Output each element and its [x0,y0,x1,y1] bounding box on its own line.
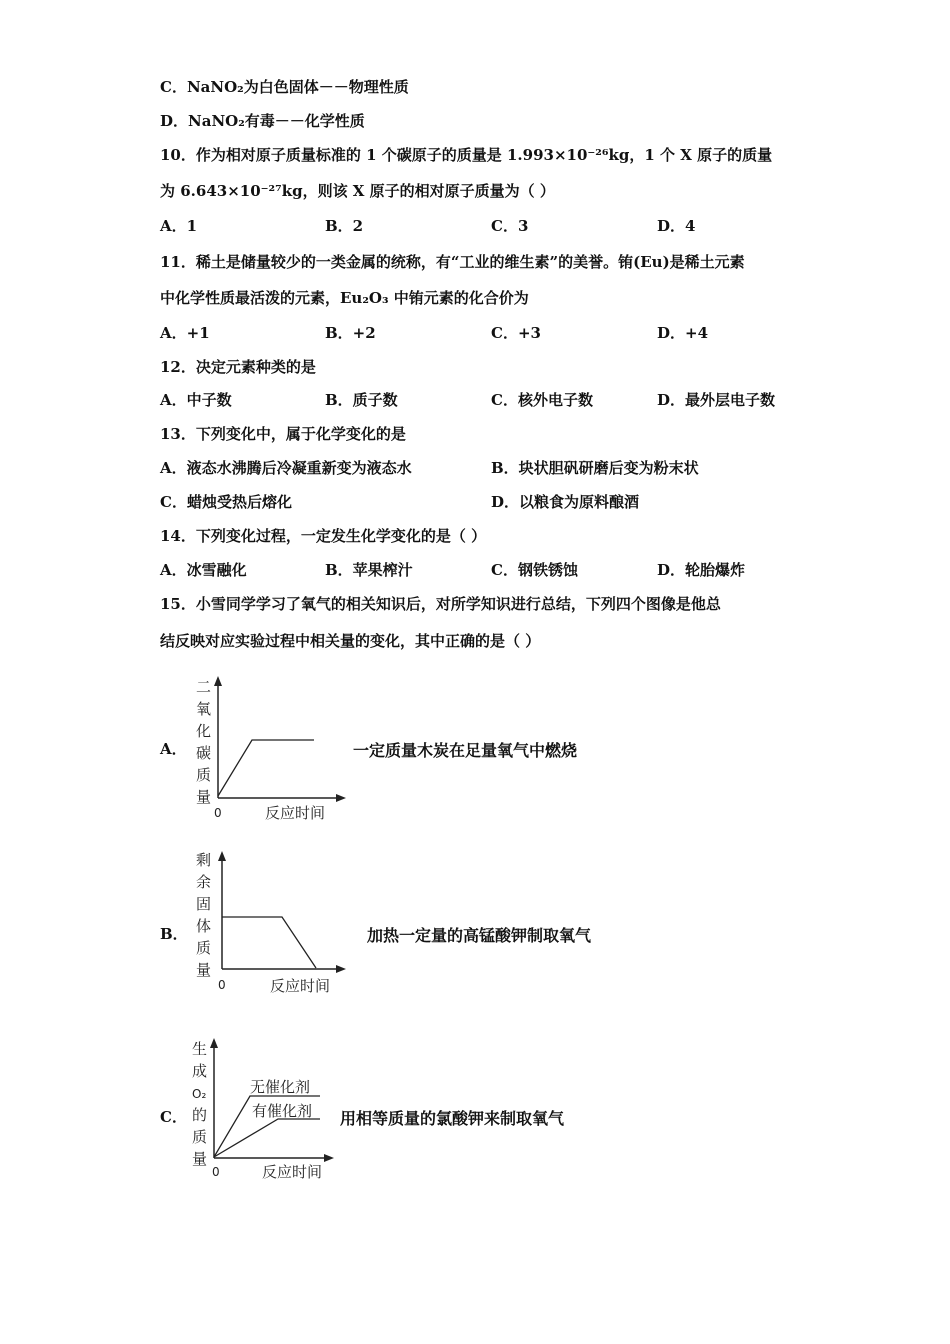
q14-stem: 14．下列变化过程，一定发生化学变化的是（ ） [160,527,487,545]
q13-option-d: D．以粮食为原料酿酒 [491,493,640,511]
graph-c-ylabel-char: 的 [192,1106,208,1124]
graph-c-ylabel-char: 成 [192,1062,208,1080]
graph-c-ylabel [192,1040,207,1168]
graph-a-ylabel-char: 碳 [196,744,212,762]
q15-graph-b [190,845,350,1000]
graph-b-x-arrow [336,965,346,973]
graph-c-xlabel: 反应时间 [262,1163,323,1181]
q13-option-c: C．蜡烛受热后熔化 [160,493,292,511]
q12-option-b: B．质子数 [325,391,398,409]
graph-a-ylabel-char: 氧 [196,700,212,718]
graph-c-label-catalyst: 有催化剂 [252,1102,313,1120]
graph-b-curve [222,917,316,968]
graph-c-ylabel-char: 质 [192,1128,208,1146]
graph-b-ylabel-char: 量 [196,961,212,979]
q15-graph-a [190,672,350,827]
graph-b-ylabel [196,851,211,979]
q15-option-a-letter: A． [160,740,187,758]
graph-a-x-arrow [336,794,346,802]
graph-c-origin: 0 [212,1165,220,1179]
graph-b-origin: 0 [218,978,226,992]
q14-option-c: C．钢铁锈蚀 [491,561,578,579]
q11-stem-line1: 11．稀土是储量较少的一类金属的统称，有“工业的维生素”的美誉。铕(Eu)是稀土元素 [160,253,745,271]
graph-a-curve [218,740,314,796]
graph-a-ylabel-char: 质 [196,766,212,784]
q11-stem-line2: 中化学性质最活泼的元素，Eu₂O₃ 中铕元素的化合价为 [160,289,529,307]
graph-b-ylabel-char: 剩 [196,851,212,869]
graph-c-ylabel-char: 量 [192,1150,208,1168]
graph-c-ylabel-char: O₂ [192,1087,207,1101]
q9-option-c: C．NaNO₂为白色固体－－物理性质 [160,78,409,96]
q10-stem-line1: 10．作为相对原子质量标准的 1 个碳原子的质量是 1.993×10⁻²⁶kg，1 个 X 原子的质量 [160,146,773,164]
q15-graph-a-caption: 一定质量木炭在足量氧气中燃烧 [353,741,578,760]
q10-stem-line2: 为 6.643×10⁻²⁷kg，则该 X 原子的相对原子质量为（ ） [160,182,555,200]
q15-stem-line1: 15．小雪同学学习了氧气的相关知识后，对所学知识进行总结，下列四个图像是他总 [160,595,721,613]
graph-a-xlabel: 反应时间 [265,804,326,822]
q9-option-d: D．NaNO₂有毒－－化学性质 [160,112,365,130]
q12-stem: 12．决定元素种类的是 [160,358,316,376]
graph-c-y-arrow [210,1038,218,1048]
q14-option-d: D．轮胎爆炸 [657,561,746,579]
graph-b-ylabel-char: 质 [196,939,212,957]
graph-a-y-arrow [214,676,222,686]
graph-a-origin: 0 [214,806,222,820]
q12-option-c: C．核外电子数 [491,391,593,409]
graph-a-ylabel-char: 二 [196,678,212,696]
q15-graph-c-caption: 用相等质量的氯酸钾来制取氧气 [340,1109,565,1128]
graph-c-curve-catalyst [214,1119,320,1157]
q15-option-c-letter: C． [160,1108,187,1126]
q10-option-d: D．4 [657,217,696,235]
graph-b-ylabel-char: 固 [196,895,212,913]
graph-c-ylabel-char: 生 [192,1040,208,1058]
q12-option-d: D．最外层电子数 [657,391,776,409]
q13-option-a: A．液态水沸腾后冷凝重新变为液态水 [160,459,412,477]
graph-a-ylabel-char: 量 [196,788,212,806]
graph-a-ylabel [196,678,211,806]
graph-c-label-no-catalyst: 无催化剂 [250,1078,311,1096]
q13-stem: 13．下列变化中，属于化学变化的是 [160,425,406,443]
graph-b-ylabel-char: 体 [196,917,212,935]
q12-option-a: A．中子数 [160,391,232,409]
graph-b-ylabel-char: 余 [196,873,212,891]
q10-option-c: C．3 [491,217,529,235]
q11-option-d: D．+4 [657,324,709,342]
q10-option-b: B．2 [325,217,364,235]
q15-stem-line2: 结反映对应实验过程中相关量的变化，其中正确的是（ ） [160,632,541,650]
graph-c-x-arrow [324,1154,334,1162]
q11-option-c: C．+3 [491,324,541,342]
graph-b-xlabel: 反应时间 [270,977,331,995]
graph-a-ylabel-char: 化 [196,722,212,740]
q10-option-a: A．1 [160,217,198,235]
q15-option-b-letter: B． [160,925,188,943]
q14-option-a: A．冰雪融化 [160,561,247,579]
q15-graph-c [188,1030,343,1185]
q13-option-b: B．块状胆矾研磨后变为粉末状 [491,459,699,477]
graph-b-y-arrow [218,851,226,861]
q11-option-a: A．+1 [160,324,210,342]
q15-graph-b-caption: 加热一定量的高锰酸钾制取氧气 [367,926,592,945]
q14-option-b: B．苹果榨汁 [325,561,413,579]
q11-option-b: B．+2 [325,324,376,342]
